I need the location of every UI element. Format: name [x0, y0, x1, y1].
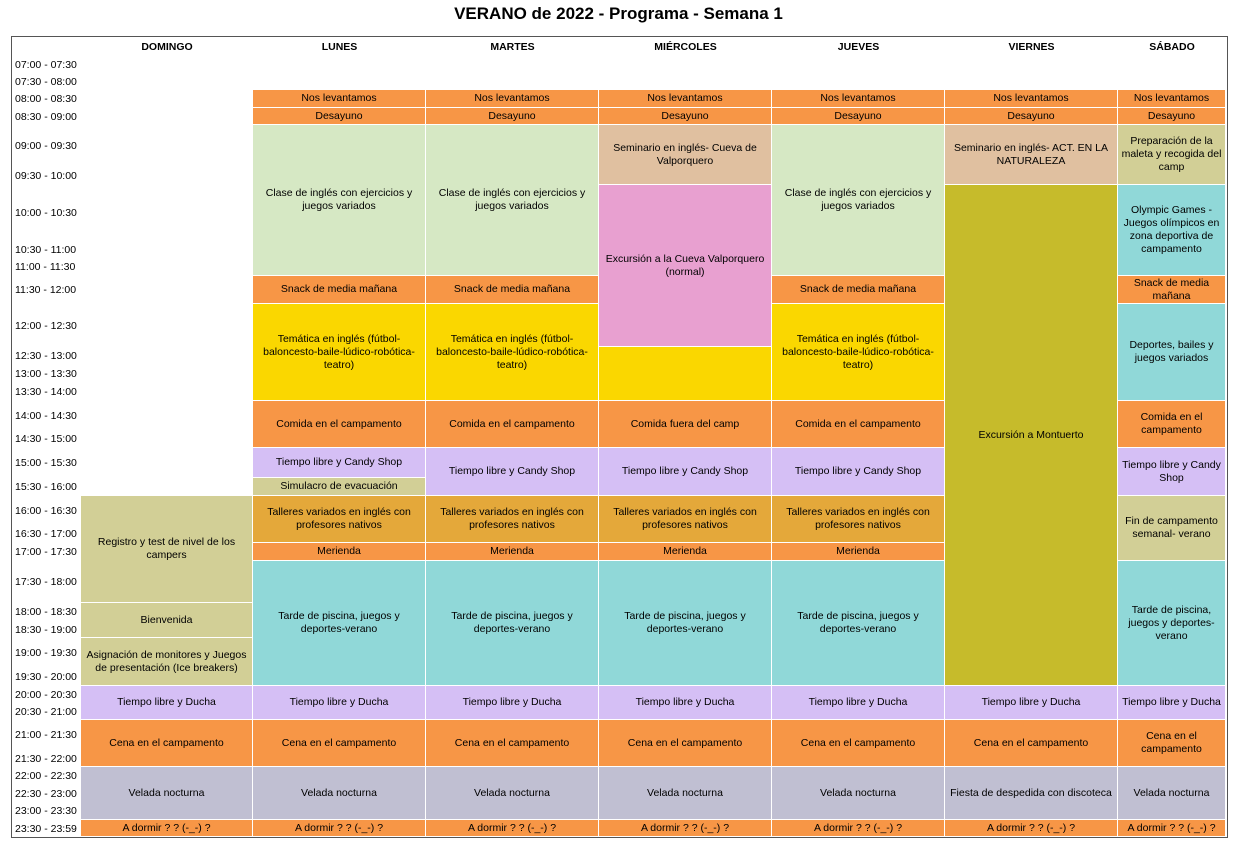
schedule-event: A dormir ? ? (-_-) ? — [1118, 820, 1226, 837]
schedule-event: Velada nocturna — [772, 767, 945, 820]
schedule-event: Merienda — [426, 543, 599, 561]
schedule-event: Cena en el campamento — [253, 720, 426, 767]
schedule-event: Snack de media mañana — [772, 276, 945, 304]
schedule-event: Cena en el campamento — [599, 720, 772, 767]
schedule-event: Tiempo libre y Ducha — [1118, 686, 1226, 720]
time-label: 22:00 - 22:30 — [15, 770, 77, 782]
schedule-event: Clase de inglés con ejercicios y juegos variados — [772, 125, 945, 276]
time-label: 21:30 - 22:00 — [15, 752, 77, 765]
schedule-event: Cena en el campamento — [81, 720, 253, 767]
schedule-event: Seminario en inglés- Cueva de Valporquero — [599, 125, 772, 185]
schedule-cell — [599, 347, 772, 401]
schedule-event: Snack de media mañana — [426, 276, 599, 304]
time-label: 17:30 - 18:00 — [15, 576, 77, 588]
schedule-event: Comida fuera del camp — [599, 401, 772, 448]
schedule-event: Tiempo libre y Candy Shop — [772, 448, 945, 496]
schedule-event: Temática en inglés (fútbol-baloncesto-baile-lúdico-robótica-teatro) — [426, 304, 599, 401]
schedule-event: Fiesta de despedida con discoteca — [945, 767, 1118, 820]
schedule-event: Tiempo libre y Ducha — [253, 686, 426, 720]
schedule-event: Excursión a la Cueva Valporquero (normal) — [599, 185, 772, 347]
schedule-event: Velada nocturna — [1118, 767, 1226, 820]
schedule-event: Clase de inglés con ejercicios y juegos variados — [253, 125, 426, 276]
schedule-event: Desayuno — [1118, 108, 1226, 125]
schedule-event: Bienvenida — [81, 603, 253, 638]
schedule-event: Tiempo libre y Ducha — [945, 686, 1118, 720]
time-label: 15:00 - 15:30 — [15, 457, 77, 469]
time-label: 16:00 - 16:30 — [15, 504, 77, 517]
schedule-event: A dormir ? ? (-_-) ? — [81, 820, 253, 837]
day-header: MIÉRCOLES — [654, 41, 717, 53]
schedule-event: Nos levantamos — [1118, 90, 1226, 108]
time-label: 19:30 - 20:00 — [15, 671, 77, 683]
schedule-event: Talleres variados en inglés con profesores nativos — [253, 496, 426, 543]
schedule-event: Talleres variados en inglés con profesores nativos — [426, 496, 599, 543]
day-header: VIERNES — [1008, 41, 1055, 53]
time-label: 23:00 - 23:30 — [15, 805, 77, 817]
time-label: 18:30 - 19:00 — [15, 623, 77, 636]
schedule-event: Merienda — [599, 543, 772, 561]
time-label: 23:30 - 23:59 — [15, 822, 77, 835]
time-label: 08:00 - 08:30 — [15, 93, 77, 105]
schedule-event: Talleres variados en inglés con profesores nativos — [772, 496, 945, 543]
schedule-event: Tarde de piscina, juegos y deportes-verano — [1118, 561, 1226, 686]
time-label: 10:30 - 11:00 — [15, 243, 77, 256]
time-label: 13:30 - 14:00 — [15, 386, 77, 398]
time-label: 08:30 - 09:00 — [15, 110, 77, 123]
schedule-event: Merienda — [253, 543, 426, 561]
time-label: 12:00 - 12:30 — [15, 319, 77, 332]
schedule-event: Nos levantamos — [772, 90, 945, 108]
schedule-event: Desayuno — [945, 108, 1118, 125]
schedule-event: Deportes, bailes y juegos variados — [1118, 304, 1226, 401]
schedule-event: Snack de media mañana — [253, 276, 426, 304]
schedule-event: A dormir ? ? (-_-) ? — [945, 820, 1118, 837]
schedule-event: Asignación de monitores y Juegos de presentación (Ice breakers) — [81, 638, 253, 686]
time-label: 14:30 - 15:00 — [15, 433, 77, 445]
schedule-event: Nos levantamos — [253, 90, 426, 108]
schedule-event: Tiempo libre y Candy Shop — [599, 448, 772, 496]
time-label: 20:30 - 21:00 — [15, 705, 77, 718]
schedule-event: Clase de inglés con ejercicios y juegos variados — [426, 125, 599, 276]
schedule-event: Nos levantamos — [945, 90, 1118, 108]
schedule-event: Seminario en inglés- ACT. EN LA NATURALEZA — [945, 125, 1118, 185]
time-label: 07:30 - 08:00 — [15, 75, 77, 88]
schedule-event: Comida en el campamento — [1118, 401, 1226, 448]
time-label: 15:30 - 16:00 — [15, 481, 77, 493]
day-header: JUEVES — [837, 41, 880, 53]
time-label: 17:00 - 17:30 — [15, 546, 77, 558]
schedule-event: Registro y test de nivel de los campers — [81, 496, 253, 603]
time-label: 07:00 - 07:30 — [15, 58, 77, 71]
schedule-event: Velada nocturna — [426, 767, 599, 820]
schedule-event: A dormir ? ? (-_-) ? — [599, 820, 772, 837]
schedule-event: Temática en inglés (fútbol-baloncesto-baile-lúdico-robótica-teatro) — [253, 304, 426, 401]
time-label: 16:30 - 17:00 — [15, 528, 77, 540]
schedule-event: Olympic Games - Juegos olímpicos en zona deportiva de campamento — [1118, 185, 1226, 276]
time-label: 09:00 - 09:30 — [15, 140, 77, 152]
schedule-event: Tiempo libre y Ducha — [599, 686, 772, 720]
schedule-event: Preparación de la maleta y recogida del camp — [1118, 125, 1226, 185]
schedule-event: Tiempo libre y Ducha — [81, 686, 253, 720]
schedule-event: Comida en el campamento — [253, 401, 426, 448]
time-label: 13:00 - 13:30 — [15, 368, 77, 380]
schedule-event: Tiempo libre y Candy Shop — [1118, 448, 1226, 496]
schedule-event: Cena en el campamento — [426, 720, 599, 767]
page-title: VERANO de 2022 - Programa - Semana 1 — [454, 4, 783, 23]
day-header: MARTES — [490, 41, 535, 53]
schedule-event: Velada nocturna — [253, 767, 426, 820]
schedule-event: Simulacro de evacuación — [253, 478, 426, 496]
day-header: LUNES — [321, 41, 358, 53]
schedule-event: Nos levantamos — [426, 90, 599, 108]
schedule-event: Excursión a Montuerto — [945, 185, 1118, 686]
time-label: 09:30 - 10:00 — [15, 170, 77, 182]
schedule-event: Cena en el campamento — [1118, 720, 1226, 767]
time-label: 11:30 - 12:00 — [15, 284, 77, 296]
time-label: 19:00 - 19:30 — [15, 647, 77, 659]
time-label: 22:30 - 23:00 — [15, 787, 77, 800]
schedule-event: Velada nocturna — [81, 767, 253, 820]
schedule-event: A dormir ? ? (-_-) ? — [772, 820, 945, 837]
day-header: SÁBADO — [1149, 41, 1195, 53]
schedule-event: Desayuno — [599, 108, 772, 125]
time-label: 10:00 - 10:30 — [15, 207, 77, 219]
time-label: 18:00 - 18:30 — [15, 606, 77, 618]
schedule-event: Desayuno — [426, 108, 599, 125]
schedule-event: A dormir ? ? (-_-) ? — [426, 820, 599, 837]
time-label: 21:00 - 21:30 — [15, 729, 77, 741]
schedule-event: Tarde de piscina, juegos y deportes-verano — [772, 561, 945, 686]
schedule-event: Desayuno — [253, 108, 426, 125]
schedule-event: Cena en el campamento — [945, 720, 1118, 767]
day-header: DOMINGO — [141, 41, 193, 53]
schedule-event: Tiempo libre y Candy Shop — [426, 448, 599, 496]
time-label: 20:00 - 20:30 — [15, 688, 77, 701]
schedule-event: Comida en el campamento — [426, 401, 599, 448]
time-label: 11:00 - 11:30 — [15, 261, 76, 273]
schedule-event: Tarde de piscina, juegos y deportes-verano — [599, 561, 772, 686]
schedule-event: Desayuno — [772, 108, 945, 125]
schedule-event: Tiempo libre y Candy Shop — [253, 448, 426, 478]
schedule-event: Nos levantamos — [599, 90, 772, 108]
schedule-event: Snack de media mañana — [1118, 276, 1226, 304]
schedule-event: Fin de campamento semanal- verano — [1118, 496, 1226, 561]
schedule-event: Talleres variados en inglés con profesores nativos — [599, 496, 772, 543]
schedule-event: Temática en inglés (fútbol-baloncesto-baile-lúdico-robótica-teatro) — [772, 304, 945, 401]
time-label: 12:30 - 13:00 — [15, 350, 77, 362]
schedule-event: Tarde de piscina, juegos y deportes-verano — [253, 561, 426, 686]
schedule-event: Tiempo libre y Ducha — [772, 686, 945, 720]
schedule-event: Tarde de piscina, juegos y deportes-verano — [426, 561, 599, 686]
schedule-event: Comida en el campamento — [772, 401, 945, 448]
schedule-event: Cena en el campamento — [772, 720, 945, 767]
schedule-event: A dormir ? ? (-_-) ? — [253, 820, 426, 837]
schedule-event: Tiempo libre y Ducha — [426, 686, 599, 720]
schedule-event: Merienda — [772, 543, 945, 561]
schedule-event: Velada nocturna — [599, 767, 772, 820]
time-label: 14:00 - 14:30 — [15, 409, 77, 422]
